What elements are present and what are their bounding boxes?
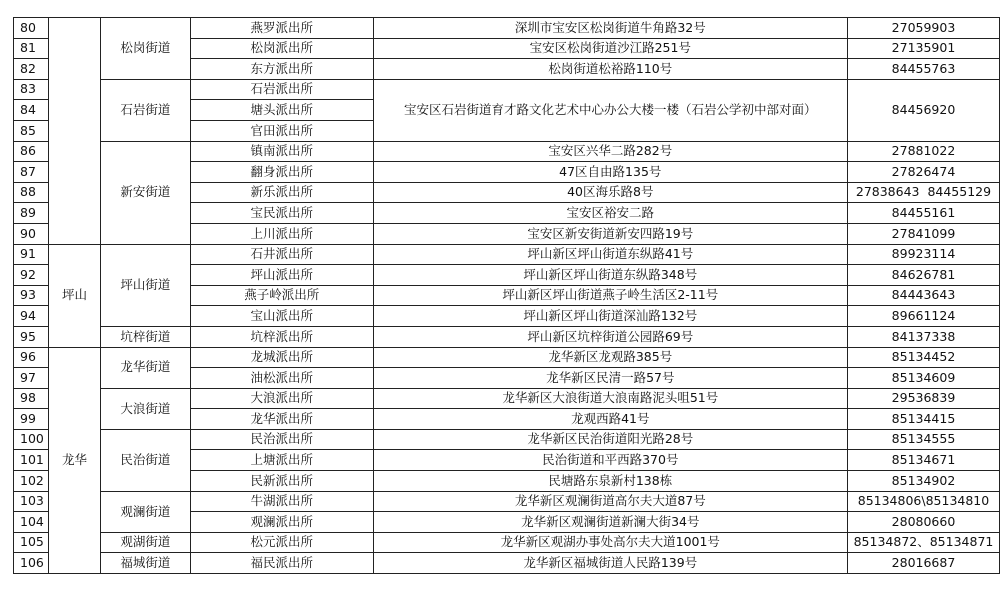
- row-number: 105: [14, 532, 49, 553]
- phone-cell: 85134555: [847, 429, 999, 450]
- table-row: [14, 429, 1000, 450]
- phone-cell: 85134609: [847, 368, 999, 389]
- row-number: 90: [14, 223, 49, 244]
- row-number: 102: [14, 471, 49, 492]
- phone-cell: 27059903: [847, 18, 999, 39]
- station-cell: 东方派出所: [190, 59, 373, 80]
- row-number: 81: [14, 38, 49, 59]
- row-number: 96: [14, 347, 49, 368]
- row-number: 82: [14, 59, 49, 80]
- address-cell: 龙华新区观澜街道高尔夫大道87号: [373, 491, 847, 512]
- station-cell: 民新派出所: [190, 471, 373, 492]
- address-cell: 龙华新区观湖办事处高尔夫大道1001号: [373, 532, 847, 553]
- station-cell: 燕子岭派出所: [190, 285, 373, 306]
- phone-cell: 85134452: [847, 347, 999, 368]
- phone-cell: 85134902: [847, 471, 999, 492]
- row-number: 83: [14, 79, 49, 100]
- table-row: [14, 553, 1000, 574]
- phone-cell: 28016687: [847, 553, 999, 574]
- address-cell: 宝安区新安街道新安四路19号: [373, 223, 847, 244]
- address-cell: 坪山新区坪山街道深汕路132号: [373, 306, 847, 327]
- address-cell: 龙华新区观澜街道新澜大街34号: [373, 512, 847, 533]
- address-cell: 坪山新区坪山街道东纵路348号: [373, 265, 847, 286]
- street-cell: 福城街道: [100, 553, 190, 574]
- street-cell: 龙华街道: [100, 347, 190, 388]
- row-number: 99: [14, 409, 49, 430]
- station-cell: 民治派出所: [190, 429, 373, 450]
- station-cell: 燕罗派出所: [190, 18, 373, 39]
- station-cell: 福民派出所: [190, 553, 373, 574]
- phone-cell: 84455161: [847, 203, 999, 224]
- address-cell: 民治街道和平西路370号: [373, 450, 847, 471]
- phone-cell: 27881022: [847, 141, 999, 162]
- station-cell: 新乐派出所: [190, 182, 373, 203]
- address-cell: 宝安区裕安二路: [373, 203, 847, 224]
- address-cell: 宝安区兴华二路282号: [373, 141, 847, 162]
- address-cell: 宝安区松岗街道沙江路251号: [373, 38, 847, 59]
- station-cell: 龙城派出所: [190, 347, 373, 368]
- street-cell: 大浪街道: [100, 388, 190, 429]
- phone-cell: 85134806\85134810: [847, 491, 999, 512]
- address-cell: 龙华新区民清一路57号: [373, 368, 847, 389]
- address-cell: 40区海乐路8号: [373, 182, 847, 203]
- address-cell: 龙观西路41号: [373, 409, 847, 430]
- address-cell: 宝安区石岩街道育才路文化艺术中心办公大楼一楼（石岩公学初中部对面）: [373, 79, 847, 141]
- phone-cell: 27135901: [847, 38, 999, 59]
- row-number: 91: [14, 244, 49, 265]
- station-cell: 坑梓派出所: [190, 326, 373, 347]
- address-cell: 坪山新区坑梓街道公园路69号: [373, 326, 847, 347]
- phone-cell: 84455763: [847, 59, 999, 80]
- station-cell: 官田派出所: [190, 120, 373, 141]
- district-cell: 坪山: [48, 244, 100, 347]
- station-cell: 坪山派出所: [190, 265, 373, 286]
- table-row: [14, 79, 1000, 100]
- station-cell: 宝山派出所: [190, 306, 373, 327]
- row-number: 92: [14, 265, 49, 286]
- station-cell: 镇南派出所: [190, 141, 373, 162]
- address-cell: 47区自由路135号: [373, 162, 847, 183]
- address-cell: 深圳市宝安区松岗街道牛角路32号: [373, 18, 847, 39]
- station-cell: 松岗派出所: [190, 38, 373, 59]
- row-number: 89: [14, 203, 49, 224]
- address-cell: 龙华新区民治街道阳光路28号: [373, 429, 847, 450]
- phone-cell: 85134415: [847, 409, 999, 430]
- address-cell: 龙华新区龙观路385号: [373, 347, 847, 368]
- table-row: [14, 141, 1000, 162]
- street-cell: 松岗街道: [100, 18, 190, 80]
- station-cell: 翻身派出所: [190, 162, 373, 183]
- station-cell: 塘头派出所: [190, 100, 373, 121]
- address-cell: 龙华新区大浪街道大浪南路泥头咀51号: [373, 388, 847, 409]
- phone-cell: 27826474: [847, 162, 999, 183]
- phone-cell: 89923114: [847, 244, 999, 265]
- row-number: 94: [14, 306, 49, 327]
- district-cell: 龙华: [48, 347, 100, 574]
- station-cell: 牛湖派出所: [190, 491, 373, 512]
- phone-cell: 84626781: [847, 265, 999, 286]
- police-station-table: [13, 17, 1000, 574]
- row-number: 85: [14, 120, 49, 141]
- phone-cell: 28080660: [847, 512, 999, 533]
- row-number: 93: [14, 285, 49, 306]
- street-cell: 坪山街道: [100, 244, 190, 326]
- row-number: 100: [14, 429, 49, 450]
- address-cell: 坪山新区坪山街道燕子岭生活区2-11号: [373, 285, 847, 306]
- street-cell: 观澜街道: [100, 491, 190, 532]
- station-cell: 石井派出所: [190, 244, 373, 265]
- station-cell: 松元派出所: [190, 532, 373, 553]
- address-cell: 民塘路东泉新村138栋: [373, 471, 847, 492]
- row-number: 104: [14, 512, 49, 533]
- station-cell: 上塘派出所: [190, 450, 373, 471]
- address-cell: 松岗街道松裕路110号: [373, 59, 847, 80]
- phone-cell: 27841099: [847, 223, 999, 244]
- phone-cell: 85134872、85134871: [847, 532, 999, 553]
- row-number: 98: [14, 388, 49, 409]
- table-row: [14, 532, 1000, 553]
- row-number: 80: [14, 18, 49, 39]
- station-cell: 观澜派出所: [190, 512, 373, 533]
- row-number: 88: [14, 182, 49, 203]
- phone-cell: 29536839: [847, 388, 999, 409]
- station-cell: 宝民派出所: [190, 203, 373, 224]
- table-row: [14, 18, 1000, 39]
- phone-cell: 85134671: [847, 450, 999, 471]
- street-cell: 民治街道: [100, 429, 190, 491]
- table-row: [14, 347, 1000, 368]
- district-cell: [48, 18, 100, 245]
- address-cell: 龙华新区福城街道人民路139号: [373, 553, 847, 574]
- phone-cell: 84456920: [847, 79, 999, 141]
- station-cell: 上川派出所: [190, 223, 373, 244]
- phone-cell: 27838643 84455129: [847, 182, 999, 203]
- street-cell: 坑梓街道: [100, 326, 190, 347]
- row-number: 84: [14, 100, 49, 121]
- table-row: [14, 491, 1000, 512]
- station-cell: 龙华派出所: [190, 409, 373, 430]
- street-cell: 新安街道: [100, 141, 190, 244]
- station-cell: 大浪派出所: [190, 388, 373, 409]
- street-cell: 观湖街道: [100, 532, 190, 553]
- phone-cell: 84137338: [847, 326, 999, 347]
- row-number: 106: [14, 553, 49, 574]
- station-cell: 油松派出所: [190, 368, 373, 389]
- phone-cell: 89661124: [847, 306, 999, 327]
- table-row: [14, 326, 1000, 347]
- row-number: 87: [14, 162, 49, 183]
- row-number: 101: [14, 450, 49, 471]
- street-cell: 石岩街道: [100, 79, 190, 141]
- row-number: 97: [14, 368, 49, 389]
- row-number: 103: [14, 491, 49, 512]
- table-row: [14, 244, 1000, 265]
- address-cell: 坪山新区坪山街道东纵路41号: [373, 244, 847, 265]
- row-number: 86: [14, 141, 49, 162]
- table-row: [14, 388, 1000, 409]
- row-number: 95: [14, 326, 49, 347]
- station-cell: 石岩派出所: [190, 79, 373, 100]
- phone-cell: 84443643: [847, 285, 999, 306]
